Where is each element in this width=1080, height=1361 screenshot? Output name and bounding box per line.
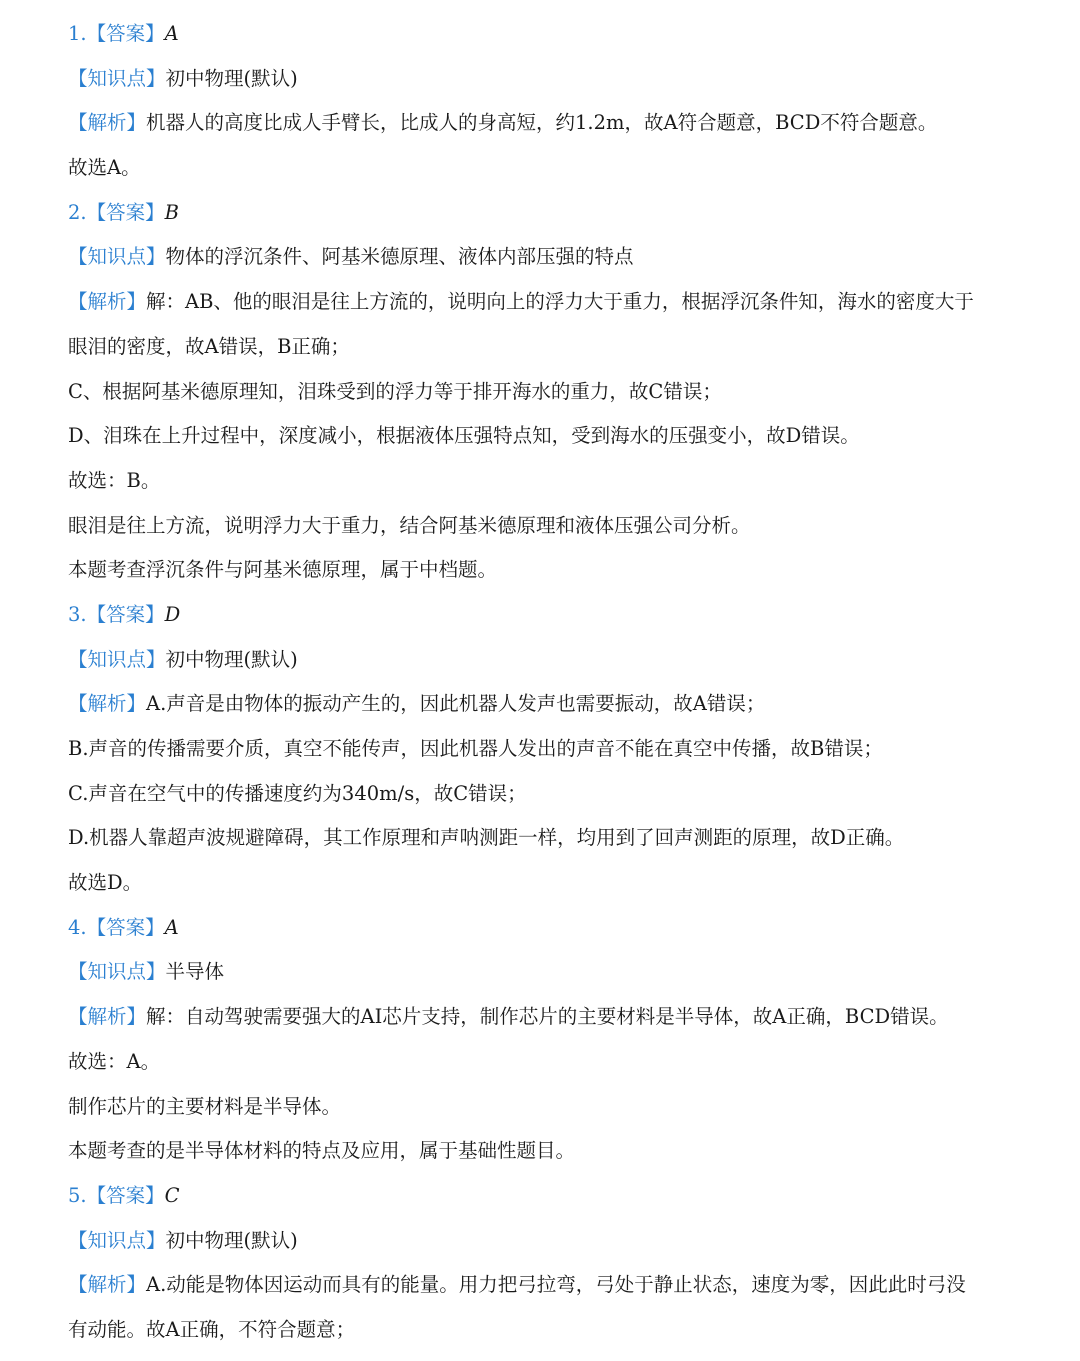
analysis-text: A.动能是物体因运动而具有的能量。用力把弓拉弯，弓处于静止状态，速度为零，因此此时弓没: [146, 1273, 966, 1297]
analysis-line-q3: [68, 682, 1028, 727]
text-line: 本题考查浮沉条件与阿基米德原理，属于中档题。: [68, 558, 498, 582]
text-line: 故选：B。: [68, 468, 161, 492]
knowledge-point-tag: 【知识点】: [68, 960, 166, 984]
answer-line-q1: [68, 12, 1028, 57]
text-line: D.机器人靠超声波规避障碍，其工作原理和声呐测距一样，均用到了回声测距的原理，故D正确。: [68, 826, 905, 850]
answer-line-q5: [68, 1174, 1028, 1219]
text-line: C、根据阿基米德原理知，泪珠受到的浮力等于排开海水的重力，故C错误；: [68, 379, 722, 403]
knowledge-point-text: 物体的浮沉条件、阿基米德原理、液体内部压强的特点: [165, 245, 634, 269]
text-line: 故选D。: [68, 871, 143, 895]
analysis-tag: 【解析】: [68, 1273, 147, 1297]
analysis-text: A.声音是由物体的振动产生的，因此机器人发声也需要振动，故A错误；: [146, 692, 766, 716]
knowledge-point-text: 初中物理(默认): [165, 1228, 298, 1252]
answer-line-q2: [68, 191, 1028, 236]
knowledge-point-tag: 【知识点】: [68, 647, 166, 671]
answer-tag: 【答案】: [86, 1183, 165, 1207]
analysis-text: 解：自动驾驶需要强大的AI芯片支持，制作芯片的主要材料是半导体，故A正确，BCD错误。: [146, 1005, 949, 1029]
document-page: [68, 12, 1028, 1353]
text-line: 眼泪是往上方流，说明浮力大于重力，结合阿基米德原理和液体压强公司分析。: [68, 513, 751, 537]
question-number: 3.: [68, 602, 87, 626]
analysis-text: 机器人的高度比成人手臂长，比成人的身高短，约1.2m，故A符合题意，BCD不符合题意。: [146, 111, 938, 135]
knowledge-point-line-q3: [68, 638, 1028, 683]
text-line: D、泪珠在上升过程中，深度减小，根据液体压强特点知，受到海水的压强变小，故D错误。: [68, 424, 860, 448]
answer-tag: 【答案】: [86, 915, 165, 939]
answer-tag: 【答案】: [86, 200, 165, 224]
analysis-line-q2: [68, 280, 1028, 325]
knowledge-point-text: 半导体: [165, 960, 225, 984]
question-number: 5.: [68, 1183, 87, 1207]
knowledge-point-text: 初中物理(默认): [165, 647, 298, 671]
knowledge-point-text: 初中物理(默认): [165, 66, 298, 90]
knowledge-point-tag: 【知识点】: [68, 1228, 166, 1252]
knowledge-point-line-q5: [68, 1219, 1028, 1264]
text-line: 故选：A。: [68, 1049, 161, 1073]
analysis-line-q1: [68, 101, 1028, 146]
analysis-tag: 【解析】: [68, 290, 147, 314]
question-number: 2.: [68, 200, 87, 224]
answer-tag: 【答案】: [86, 602, 165, 626]
knowledge-point-line-q4: [68, 950, 1028, 995]
analysis-tag: 【解析】: [68, 111, 147, 135]
answer-value: A: [164, 22, 179, 45]
answer-value: B: [164, 200, 179, 224]
text-line: 制作芯片的主要材料是半导体。: [68, 1094, 342, 1118]
knowledge-point-tag: 【知识点】: [68, 66, 166, 90]
answer-value: A: [164, 915, 179, 939]
analysis-tag: 【解析】: [68, 692, 147, 716]
answer-value: C: [164, 1183, 180, 1207]
text-line: C.声音在空气中的传播速度约为340m/s，故C错误；: [68, 781, 527, 805]
knowledge-point-line-q1: [68, 57, 1028, 102]
answer-value: D: [164, 602, 181, 626]
knowledge-point-line-q2: [68, 235, 1028, 280]
answer-line-q3: [68, 593, 1028, 638]
analysis-line-q5: [68, 1263, 1028, 1308]
text-line: B.声音的传播需要介质，真空不能传声，因此机器人发出的声音不能在真空中传播，故B错误；: [68, 737, 883, 760]
text-line: 故选A。: [68, 156, 141, 180]
answer-tag: 【答案】: [86, 22, 165, 45]
text-line: 本题考查的是半导体材料的特点及应用，属于基础性题目。: [68, 1139, 576, 1163]
text-line: 有动能。故A正确，不符合题意；: [68, 1317, 356, 1341]
question-number: 1.: [68, 22, 87, 45]
answer-line-q4: [68, 906, 1028, 951]
question-number: 4.: [68, 915, 87, 939]
knowledge-point-tag: 【知识点】: [68, 245, 166, 269]
analysis-line-q4: [68, 995, 1028, 1040]
analysis-text: 解：AB、他的眼泪是往上方流的，说明向上的浮力大于重力，根据浮沉条件知，海水的密度大于: [146, 290, 974, 314]
text-line: 眼泪的密度，故A错误，B正确；: [68, 334, 350, 358]
analysis-tag: 【解析】: [68, 1005, 147, 1029]
